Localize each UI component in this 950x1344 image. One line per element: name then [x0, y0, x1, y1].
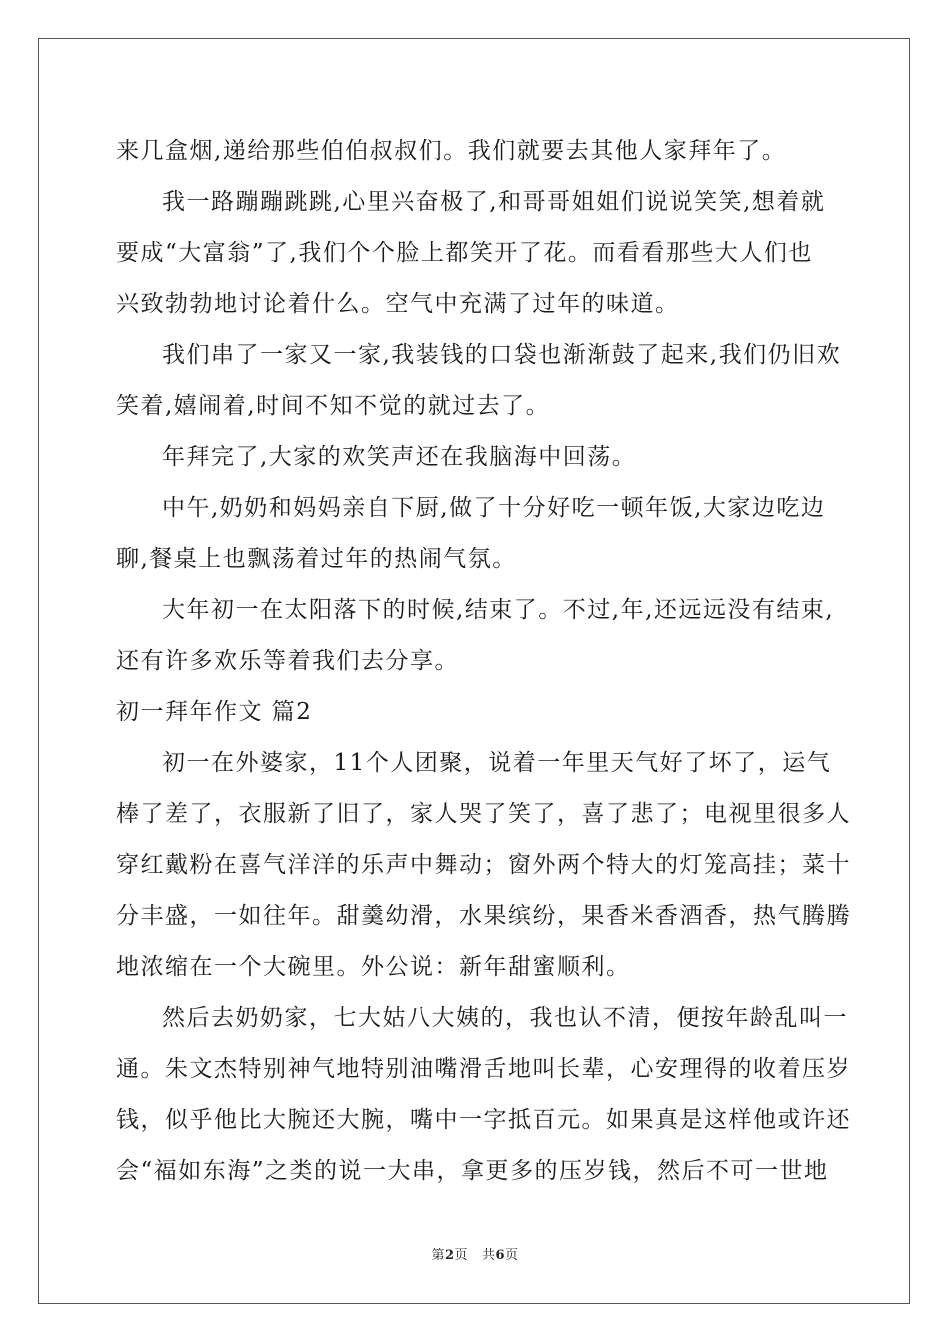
text-line: 初一拜年作文 篇2 — [116, 699, 313, 725]
text-line: 通。朱文杰特别神气地特别油嘴滑舌地叫长辈，心安理得的收着压岁 — [116, 1056, 851, 1082]
text-line: 钱，似乎他比大腕还大腕，嘴中一字抵百元。如果真是这样他或许还 — [116, 1107, 851, 1133]
text-line: 会“福如东海”之类的说一大串，拿更多的压岁钱，然后不可一世地 — [116, 1158, 829, 1184]
text-line: 大年初一在太阳落下的时候,结束了。不过,年,还远远没有结束, — [162, 597, 835, 623]
text-line: 笑着,嬉闹着,时间不知不觉的就过去了。 — [116, 393, 551, 419]
text-line: 地浓缩在一个大碗里。外公说：新年甜蜜顺利。 — [116, 954, 631, 980]
text-line: 中午,奶奶和妈妈亲自下厨,做了十分好吃一顿年饭,大家边吃边 — [162, 495, 826, 521]
text-line: 年拜完了,大家的欢笑声还在我脑海中回荡。 — [162, 444, 637, 470]
footer-page-number: 2 — [444, 1248, 455, 1263]
text-line: 棒了差了，衣服新了旧了，家人哭了笑了，喜了悲了；电视里很多人 — [116, 801, 851, 827]
text-line: 我们串了一家又一家,我装钱的口袋也渐渐鼓了起来,我们仍旧欢 — [162, 342, 842, 368]
footer-page-prefix: 第 — [431, 1248, 445, 1263]
footer-total-pages: 6 — [495, 1248, 506, 1263]
text-line: 来几盒烟,递给那些伯伯叔叔们。我们就要去其他人家拜年了。 — [116, 138, 787, 164]
text-line: 初一在外婆家，11个人团聚，说着一年里天气好了坏了，运气 — [162, 750, 832, 776]
text-line: 兴致勃勃地讨论着什么。空气中充满了过年的味道。 — [116, 291, 680, 317]
text-line: 穿红戴粉在喜气洋洋的乐声中舞动；窗外两个特大的灯笼高挂；菜十 — [116, 852, 851, 878]
footer-total-suffix: 页 — [505, 1248, 519, 1263]
text-line: 要成“大富翁”了,我们个个脸上都笑开了花。而看看那些大人们也 — [116, 240, 813, 266]
text-line: 分丰盛，一如往年。甜羹幼滑，水果缤纷，果香米香酒香，热气腾腾 — [116, 903, 851, 929]
text-line: 聊,餐桌上也飘荡着过年的热闹气氛。 — [116, 546, 517, 572]
text-line: 我一路蹦蹦跳跳,心里兴奋极了,和哥哥姐姐们说说笑笑,想着就 — [162, 189, 826, 215]
text-line: 还有许多欢乐等着我们去分享。 — [116, 648, 459, 674]
text-line: 然后去奶奶家，七大姑八大姨的，我也认不清，便按年龄乱叫一 — [162, 1005, 848, 1031]
footer-total-prefix: 共 — [481, 1248, 496, 1263]
footer-page-suffix: 页 — [454, 1248, 469, 1263]
document-body — [116, 126, 851, 1197]
page-footer — [0, 1244, 950, 1263]
